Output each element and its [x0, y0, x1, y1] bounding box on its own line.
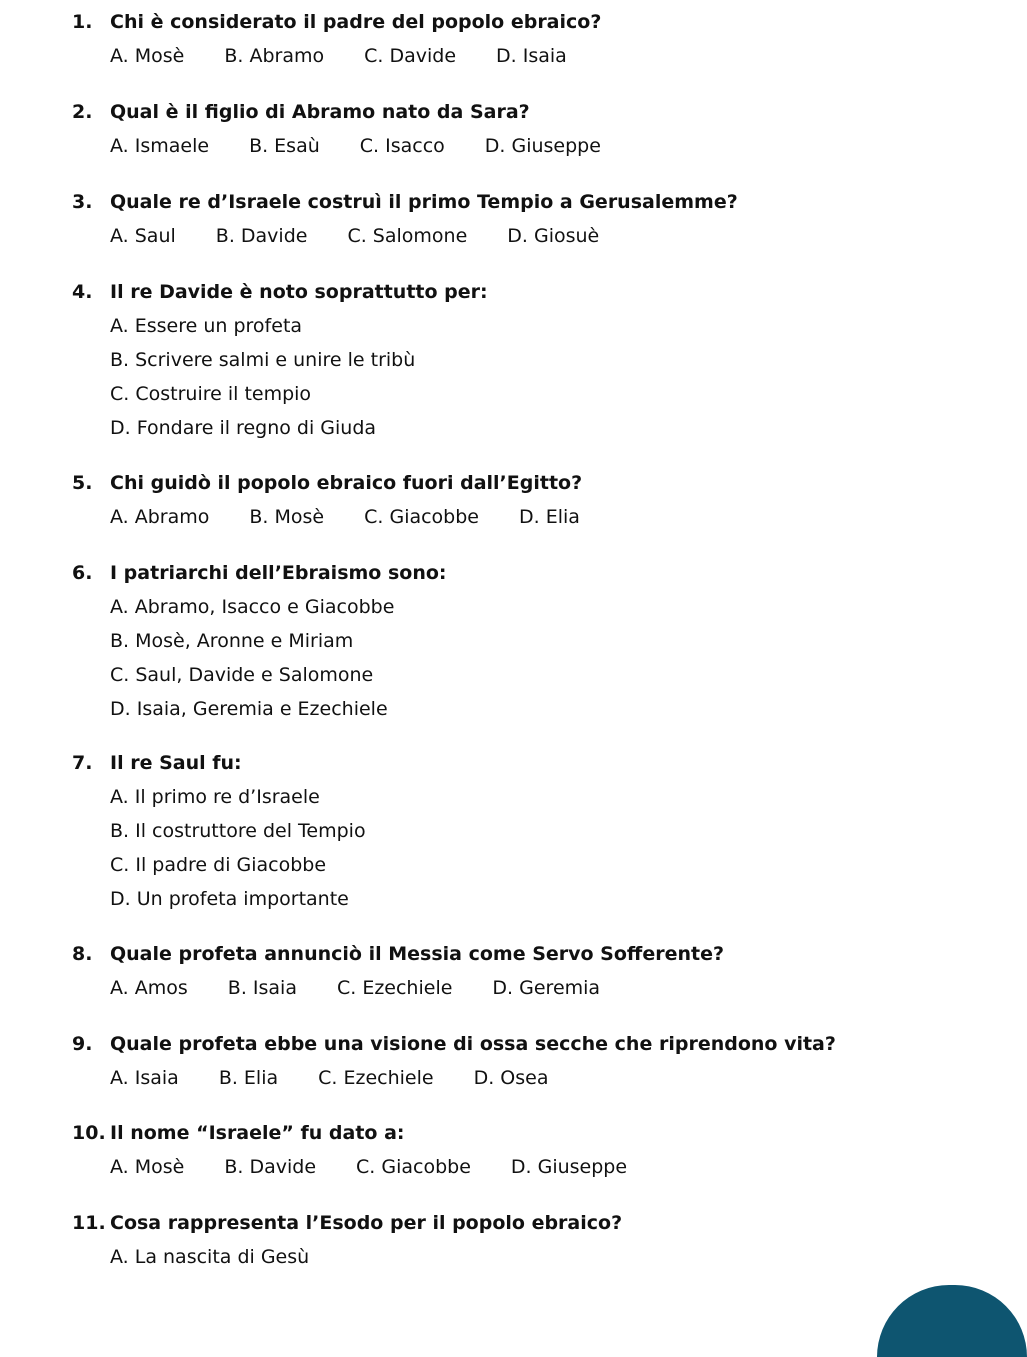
question-text: Quale profeta annunciò il Messia come Servo Sofferente? [110, 943, 724, 965]
question-title [72, 10, 601, 34]
option-b[interactable]: B. Mosè [249, 506, 325, 528]
question-text: I patriarchi dell’Ebraismo sono: [110, 562, 447, 584]
question-title [72, 280, 488, 304]
option-d[interactable]: D. Elia [519, 506, 580, 528]
option-b[interactable]: B. Il costruttore del Tempio [110, 820, 366, 842]
option-d[interactable]: D. Un profeta importante [110, 888, 349, 910]
option-a[interactable]: A. Abramo [110, 506, 210, 528]
question-number: 8. [72, 943, 93, 965]
option-d[interactable]: D. Osea [473, 1067, 549, 1089]
option-d[interactable]: D. Isaia [496, 45, 567, 67]
option-a[interactable]: A. Isaia [110, 1067, 179, 1089]
question-number: 4. [72, 281, 93, 303]
option-c[interactable]: C. Il padre di Giacobbe [110, 854, 327, 876]
question-number: 10. [72, 1122, 106, 1144]
option-c[interactable]: C. Giacobbe [364, 506, 479, 528]
question-text: Il nome “Israele” fu dato a: [110, 1122, 405, 1144]
option-c[interactable]: C. Davide [364, 45, 457, 67]
question-title [72, 1121, 405, 1145]
option-a[interactable]: A. Amos [110, 977, 188, 999]
option-c[interactable]: C. Giacobbe [356, 1156, 471, 1178]
option-c[interactable]: C. Salomone [347, 225, 468, 247]
question-title [72, 1211, 622, 1235]
option-a[interactable]: A. Il primo re d’Israele [110, 786, 320, 808]
options-list [110, 1245, 309, 1279]
option-a[interactable]: A. Ismaele [110, 135, 210, 157]
question-title [72, 1032, 836, 1056]
options-list [110, 595, 394, 731]
option-a[interactable]: A. Abramo, Isacco e Giacobbe [110, 596, 395, 618]
question-number: 11. [72, 1212, 106, 1234]
options-list [110, 224, 639, 248]
option-a[interactable]: A. Essere un profeta [110, 315, 303, 337]
question-title [72, 190, 738, 214]
question-number: 1. [72, 11, 93, 33]
option-c[interactable]: C. Ezechiele [318, 1067, 434, 1089]
option-c[interactable]: C. Isacco [359, 135, 445, 157]
question-text: Quale re d’Israele costruì il primo Tempio a Gerusalemme? [110, 191, 738, 213]
option-b[interactable]: B. Davide [224, 1156, 317, 1178]
option-c[interactable]: C. Ezechiele [336, 977, 453, 999]
option-b[interactable]: B. Esaù [249, 135, 320, 157]
option-a[interactable]: A. Mosè [110, 1156, 185, 1178]
option-a[interactable]: A. Saul [110, 225, 176, 247]
option-b[interactable]: B. Isaia [227, 977, 297, 999]
option-b[interactable]: B. Davide [215, 225, 308, 247]
options-list [110, 44, 607, 68]
question-text: Qual è il figlio di Abramo nato da Sara? [110, 101, 530, 123]
option-c[interactable]: C. Saul, Davide e Salomone [110, 664, 374, 686]
option-d[interactable]: D. Giosuè [507, 225, 600, 247]
question-text: Quale profeta ebbe una visione di ossa secche che riprendono vita? [110, 1033, 836, 1055]
question-title [72, 942, 724, 966]
question-title [72, 471, 582, 495]
option-b[interactable]: B. Abramo [224, 45, 325, 67]
options-list [110, 134, 641, 158]
option-b[interactable]: B. Elia [218, 1067, 279, 1089]
question-title [72, 100, 530, 124]
question-number: 2. [72, 101, 93, 123]
options-list [110, 976, 640, 1000]
option-d[interactable]: D. Isaia, Geremia e Ezechiele [110, 698, 388, 720]
question-text: Chi è considerato il padre del popolo ebraico? [110, 11, 602, 33]
option-d[interactable]: D. Geremia [492, 977, 601, 999]
options-list [110, 505, 620, 529]
option-b[interactable]: B. Scrivere salmi e unire le tribù [110, 349, 416, 371]
corner-decoration [877, 1285, 1027, 1357]
question-number: 3. [72, 191, 93, 213]
option-d[interactable]: D. Fondare il regno di Giuda [110, 417, 377, 439]
question-text: Chi guidò il popolo ebraico fuori dall’Egitto? [110, 472, 583, 494]
question-text: Il re Davide è noto soprattutto per: [110, 281, 488, 303]
question-number: 9. [72, 1033, 93, 1055]
question-number: 6. [72, 562, 93, 584]
option-d[interactable]: D. Giuseppe [484, 135, 601, 157]
option-b[interactable]: B. Mosè, Aronne e Miriam [110, 630, 354, 652]
options-list [110, 785, 366, 921]
option-c[interactable]: C. Costruire il tempio [110, 383, 312, 405]
question-title [72, 561, 447, 585]
question-text: Il re Saul fu: [110, 752, 242, 774]
options-list [110, 1066, 589, 1090]
option-a[interactable]: A. Mosè [110, 45, 185, 67]
option-a[interactable]: A. La nascita di Gesù [110, 1246, 310, 1268]
question-number: 5. [72, 472, 93, 494]
question-text: Cosa rappresenta l’Esodo per il popolo ebraico? [110, 1212, 623, 1234]
options-list [110, 314, 415, 450]
options-list [110, 1155, 667, 1179]
question-number: 7. [72, 752, 93, 774]
option-d[interactable]: D. Giuseppe [510, 1156, 628, 1178]
question-title [72, 751, 242, 775]
